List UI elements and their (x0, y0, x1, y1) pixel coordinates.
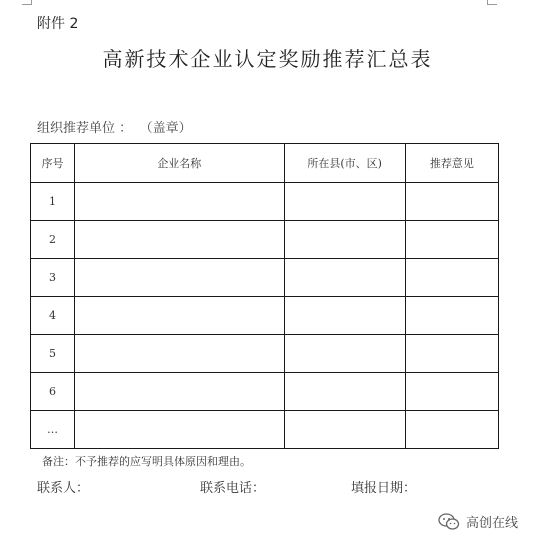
watermark (438, 512, 518, 531)
header-county: 所在县(市、区) (284, 144, 405, 183)
row-company-name (75, 373, 284, 411)
row-opinion (405, 183, 498, 221)
row-no: 1 (31, 183, 75, 221)
table-header-row (31, 144, 499, 183)
row-opinion (405, 411, 498, 449)
table-row (31, 373, 499, 411)
table-row (31, 221, 499, 259)
table-row (31, 411, 499, 449)
watermark-text: 高创在线 (466, 516, 519, 531)
row-county (284, 259, 405, 297)
row-no: 4 (31, 297, 75, 335)
org-line (37, 117, 192, 136)
row-opinion (405, 335, 498, 373)
page-corner-mark-left (22, 0, 32, 5)
table-row (31, 335, 499, 373)
org-label: 组织推荐单位 ： (37, 121, 133, 136)
row-no: 2 (31, 221, 75, 259)
row-no: … (31, 411, 75, 449)
row-opinion (405, 373, 498, 411)
seal-note: （盖章） (146, 121, 192, 136)
row-county (284, 373, 405, 411)
header-opinion: 推荐意见 (405, 144, 498, 183)
row-no: 6 (31, 373, 75, 411)
row-opinion (405, 297, 498, 335)
row-company-name (75, 411, 284, 449)
table-row (31, 297, 499, 335)
row-company-name (75, 335, 284, 373)
row-opinion (405, 221, 498, 259)
row-county (284, 411, 405, 449)
row-company-name (75, 221, 284, 259)
row-county (284, 183, 405, 221)
row-company-name (75, 183, 284, 221)
table-row (31, 259, 499, 297)
row-county (284, 297, 405, 335)
fill-date-label: 填报日期： (351, 481, 417, 496)
summary-table (30, 143, 499, 449)
wechat-icon (438, 513, 460, 531)
header-company-name: 企业名称 (75, 144, 284, 183)
page-corner-mark-right (487, 0, 497, 5)
row-no: 3 (31, 259, 75, 297)
row-company-name (75, 297, 284, 335)
contact-phone-label: 联系电话： (200, 481, 266, 496)
row-company-name (75, 259, 284, 297)
remark-note: 备注：不予推荐的应写明具体原因和理由。 (42, 455, 251, 468)
row-opinion (405, 259, 498, 297)
table-row (31, 183, 499, 221)
document-title: 高新技术企业认定奖励推荐汇总表 (102, 47, 433, 71)
row-county (284, 335, 405, 373)
header-no: 序号 (31, 144, 75, 183)
attachment-label: 附件 2 (37, 16, 79, 32)
contact-person-label: 联系人： (37, 481, 90, 496)
row-county (284, 221, 405, 259)
row-no: 5 (31, 335, 75, 373)
